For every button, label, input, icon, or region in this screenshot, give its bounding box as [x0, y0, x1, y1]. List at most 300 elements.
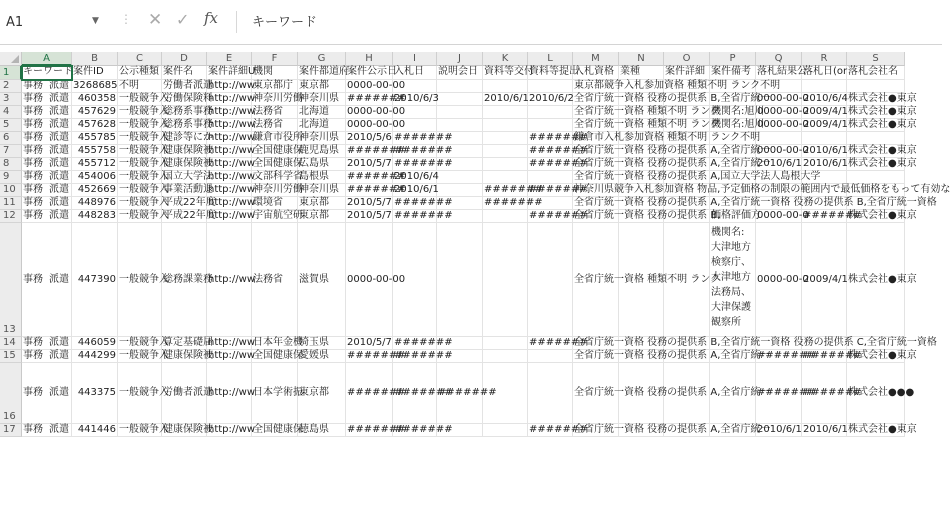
cell-i14[interactable]: ####### [394, 337, 453, 348]
cell-i13[interactable] [393, 223, 437, 337]
cell-f3[interactable]: 神奈川労働 [253, 93, 303, 104]
cell-l13[interactable] [528, 223, 573, 337]
cell-d16[interactable]: 労働者派遣 [162, 363, 207, 424]
cell-m6[interactable]: 鎌倉市入札参加資格 種類不明 ランク不明 [574, 132, 761, 143]
cell-j9[interactable] [437, 171, 483, 184]
cell-j16[interactable]: ####### [437, 363, 483, 424]
cell-k9[interactable] [483, 171, 528, 184]
row-header-13[interactable]: 13 [0, 223, 22, 337]
cell-c4[interactable]: 一般競争入 [119, 106, 169, 117]
row-header-1[interactable]: 1 [0, 66, 22, 80]
cell-l15[interactable] [528, 350, 573, 363]
cell-c10[interactable]: 一般競争入 [119, 184, 169, 195]
cell-h1[interactable]: 案件公示日 [346, 66, 393, 80]
cell-q7[interactable]: 0000-00-0 [757, 145, 809, 156]
cell-q16[interactable]: ####### [756, 363, 802, 424]
cell-e10[interactable]: http://ww [208, 184, 255, 195]
cell-g7[interactable]: 鹿児島県 [298, 145, 346, 158]
cell-s1[interactable]: 落札会社名 [847, 66, 905, 80]
cell-a9[interactable] [22, 171, 72, 184]
cell-s7[interactable]: 株式会社●東京 [848, 145, 917, 156]
cell-a5[interactable] [22, 119, 72, 132]
cell-s16[interactable]: 株式会社●●● [847, 363, 905, 424]
cell-l14[interactable]: ####### [529, 337, 588, 348]
cell-b9[interactable]: 454006 [72, 171, 118, 184]
cell-k11[interactable]: ####### [484, 197, 543, 208]
cell-s17[interactable]: 株式会社●東京 [848, 424, 917, 435]
cell-q4[interactable]: 0000-00-0 [757, 106, 809, 117]
cell-k2[interactable] [483, 80, 528, 93]
cell-i17[interactable]: ####### [394, 424, 453, 435]
column-header-q[interactable]: Q [756, 52, 802, 66]
cell-r15[interactable]: ####### [803, 350, 862, 361]
cell-i6[interactable]: ####### [394, 132, 453, 143]
cell-a12[interactable] [22, 210, 72, 223]
column-header-d[interactable]: D [162, 52, 207, 66]
cell-j13[interactable] [437, 223, 483, 337]
cell-s8[interactable]: 株式会社●東京 [848, 158, 917, 169]
cell-a16[interactable] [22, 363, 72, 424]
cell-j6[interactable] [437, 132, 483, 145]
cell-f2[interactable]: 東京都庁 [252, 80, 298, 93]
column-header-i[interactable]: I [393, 52, 437, 66]
cell-s3[interactable]: 株式会社●東京 [848, 93, 917, 104]
cell-b3[interactable]: 460358 [72, 93, 118, 106]
cell-g17[interactable]: 徳島県 [298, 424, 346, 437]
cell-h3[interactable]: ####### [347, 93, 406, 104]
cell-k4[interactable] [483, 106, 528, 119]
cell-j11[interactable] [437, 197, 483, 210]
cell-j10[interactable] [437, 184, 483, 197]
cell-j7[interactable] [437, 145, 483, 158]
cell-g15[interactable]: 愛媛県 [298, 350, 346, 363]
column-header-n[interactable]: N [619, 52, 664, 66]
cell-g2[interactable]: 東京都 [298, 80, 346, 93]
cell-i5[interactable] [393, 119, 437, 132]
cell-m15[interactable]: 全省庁統一資格 役務の提供系 A,全省庁統一 [574, 350, 771, 361]
column-header-f[interactable]: F [252, 52, 298, 66]
row-header-12[interactable]: 12 [0, 210, 22, 223]
column-header-o[interactable]: O [664, 52, 710, 66]
cell-l9[interactable] [528, 171, 573, 184]
cell-p12[interactable]: 価格評価方 [711, 210, 761, 221]
cell-l1[interactable]: 資料等提出 [528, 66, 573, 80]
cell-c8[interactable]: 一般競争入 [119, 158, 169, 169]
cell-f15[interactable]: 全国健康保 [253, 350, 303, 361]
cell-e13[interactable]: http://ww [207, 223, 252, 337]
cell-m4[interactable]: 全省庁統一資格 種類不明 ランク [574, 106, 721, 117]
cell-e17[interactable]: http://ww [208, 424, 255, 435]
cell-d7[interactable]: 健康保険被 [163, 145, 213, 156]
cell-l3[interactable]: 2010/6/2 [529, 93, 574, 104]
cell-c2[interactable]: 不明 [118, 80, 162, 93]
cell-r17[interactable]: 2010/6/1 [803, 424, 848, 435]
column-header-a[interactable]: A [22, 52, 72, 66]
cell-h9[interactable]: ####### [347, 171, 406, 182]
cell-f4[interactable]: 法務省 [252, 106, 298, 119]
cell-d12[interactable]: 平成22年度 [163, 210, 216, 221]
cell-g4[interactable]: 北海道 [298, 106, 346, 119]
cell-q15[interactable]: ####### [757, 350, 816, 361]
cell-f12[interactable]: 宇宙航空研 [253, 210, 303, 221]
cell-e1[interactable]: 案件詳細U [207, 66, 252, 80]
cell-i1[interactable]: 入札日 [393, 66, 437, 80]
cell-h17[interactable]: ####### [347, 424, 406, 435]
cell-d8[interactable]: 健康保険被 [163, 158, 213, 169]
cell-d15[interactable]: 健康保険被 [163, 350, 213, 361]
cell-r5[interactable]: 2009/4/1 [803, 119, 848, 130]
cell-l12[interactable]: ####### [529, 210, 588, 221]
cell-i4[interactable] [393, 106, 437, 119]
cell-b15[interactable]: 444299 [72, 350, 118, 363]
cell-q12[interactable]: 0000-00-0 [757, 210, 809, 221]
cell-e5[interactable]: http://ww [208, 119, 255, 130]
cell-p5[interactable]: 機関名:旭川 [711, 119, 765, 130]
cell-m16[interactable]: 全省庁統一資格 役務の提供系 A,全省庁統一 [573, 363, 619, 424]
cell-j8[interactable] [437, 158, 483, 171]
cell-q8[interactable]: 2010/6/1 [757, 158, 802, 169]
cell-i10[interactable]: 2010/6/1 [394, 184, 439, 195]
cell-c3[interactable]: 一般競争入 [119, 93, 169, 104]
row-header-14[interactable]: 14 [0, 337, 22, 350]
cell-r6[interactable] [802, 132, 847, 145]
cell-f7[interactable]: 全国健康保 [253, 145, 303, 156]
cell-e8[interactable]: http://ww [208, 158, 255, 169]
more-options-icon[interactable]: ⋮ [120, 12, 132, 26]
cell-s13[interactable]: 株式会社●東京 [847, 223, 905, 337]
cell-h14[interactable]: 2010/5/7 [347, 337, 392, 348]
cell-j17[interactable] [437, 424, 483, 437]
cell-k5[interactable] [483, 119, 528, 132]
cell-g16[interactable]: 東京都 [298, 363, 346, 424]
cell-p13[interactable]: 機関名:大津地方検察庁、大津地方法務局、大津保護観察所 [710, 223, 756, 337]
cell-q1[interactable]: 落札結果公 [756, 66, 802, 80]
cell-g8[interactable]: 広島県 [298, 158, 346, 171]
cell-q5[interactable]: 0000-00-0 [757, 119, 809, 130]
cell-j5[interactable] [437, 119, 483, 132]
cell-p1[interactable]: 案件備考 [710, 66, 756, 80]
row-header-9[interactable]: 9 [0, 171, 22, 184]
cell-j4[interactable] [437, 106, 483, 119]
cell-l10[interactable]: ####### [529, 184, 588, 195]
cell-b7[interactable]: 455758 [72, 145, 118, 158]
cell-k16[interactable] [483, 363, 528, 424]
cell-d6[interactable]: 健診等にか [163, 132, 213, 143]
cell-e7[interactable]: http://ww [208, 145, 255, 156]
cell-i9[interactable]: 2010/6/4 [394, 171, 439, 182]
cell-j14[interactable] [437, 337, 483, 350]
cell-d3[interactable]: 労働保険料 [163, 93, 213, 104]
cell-f16[interactable]: 日本学術振 [252, 363, 298, 424]
cell-h6[interactable]: 2010/5/6 [347, 132, 392, 143]
cell-b10[interactable]: 452669 [72, 184, 118, 197]
row-header-10[interactable]: 10 [0, 184, 22, 197]
cell-l6[interactable]: ####### [529, 132, 588, 143]
cell-a15[interactable] [22, 350, 72, 363]
cell-n1[interactable]: 業種 [619, 66, 664, 80]
cell-m8[interactable]: 全省庁統一資格 役務の提供系 A,全省庁統一 [574, 158, 771, 169]
cell-g12[interactable]: 東京都 [298, 210, 346, 223]
column-header-s[interactable]: S [847, 52, 905, 66]
cell-d9[interactable]: 国立大学法 [163, 171, 213, 182]
cell-j3[interactable] [437, 93, 483, 106]
cell-m9[interactable]: 全省庁統一資格 役務の提供系 A,国立大学法人島根大学 [574, 171, 821, 182]
formula-input[interactable]: キーワード [252, 15, 318, 30]
cell-l2[interactable] [528, 80, 573, 93]
cell-m14[interactable]: 全省庁統一資格 役務の提供系 B,全省庁統一資格 役務の提供系 C,全省庁統一資格 [574, 337, 937, 348]
cell-s12[interactable]: 株式会社●東京 [848, 210, 917, 221]
cell-f5[interactable]: 法務省 [252, 119, 298, 132]
cell-b14[interactable]: 446059 [72, 337, 118, 350]
cell-m10[interactable]: 神奈川県競争入札参加資格 物品,予定価格の制限の範囲内で最低価格をもって有効な [574, 184, 950, 195]
cell-c1[interactable]: 公示種類 [118, 66, 162, 80]
cell-j1[interactable]: 説明会日 [437, 66, 483, 80]
cell-s9[interactable] [847, 171, 905, 184]
cell-m13[interactable]: 全省庁統一資格 種類不明 ランク [573, 223, 619, 337]
cell-d5[interactable]: 総務系事務 [163, 119, 213, 130]
cell-k15[interactable] [483, 350, 528, 363]
cell-a6[interactable] [22, 132, 72, 145]
cell-a2[interactable] [22, 80, 72, 93]
cell-b12[interactable]: 448283 [72, 210, 118, 223]
cell-l5[interactable] [528, 119, 573, 132]
insert-function-icon[interactable]: fx [204, 9, 219, 27]
cell-h12[interactable]: 2010/5/7 [347, 210, 392, 221]
row-header-11[interactable]: 11 [0, 197, 22, 210]
cell-c12[interactable]: 一般競争入 [119, 210, 169, 221]
cell-k12[interactable] [483, 210, 528, 223]
row-header-2[interactable]: 2 [0, 80, 22, 93]
cell-f6[interactable]: 鎌倉市役所 [253, 132, 303, 143]
cell-c14[interactable]: 一般競争入 [119, 337, 169, 348]
cell-k17[interactable] [483, 424, 528, 437]
cell-e11[interactable]: http://ww [208, 197, 255, 208]
cell-r16[interactable]: ####### [802, 363, 847, 424]
cell-r3[interactable]: 2010/6/4 [803, 93, 848, 104]
cell-c6[interactable]: 一般競争入 [119, 132, 169, 143]
row-header-15[interactable]: 15 [0, 350, 22, 363]
cell-g6[interactable]: 神奈川県 [298, 132, 346, 145]
cell-e14[interactable]: http://ww [208, 337, 255, 348]
cell-b1[interactable]: 案件ID [72, 66, 118, 80]
cell-c5[interactable]: 一般競争入 [119, 119, 169, 130]
cell-i16[interactable]: ####### [393, 363, 437, 424]
cell-a13[interactable] [22, 223, 72, 337]
cell-q17[interactable]: 2010/6/1 [757, 424, 802, 435]
cell-j2[interactable] [437, 80, 483, 93]
cell-r2[interactable] [802, 80, 847, 93]
cell-q6[interactable] [756, 132, 802, 145]
column-header-m[interactable]: M [573, 52, 619, 66]
cell-a10[interactable] [22, 184, 72, 197]
cell-a3[interactable] [22, 93, 72, 106]
cell-m2[interactable]: 東京都競争入札参加資格 種類不明 ランク不明 [574, 80, 781, 91]
cell-p4[interactable]: 機関名:旭川 [711, 106, 765, 117]
cell-i12[interactable]: ####### [394, 210, 453, 221]
cell-e4[interactable]: http://ww [208, 106, 255, 117]
cell-k1[interactable]: 資料等交付 [483, 66, 528, 80]
cell-d2[interactable]: 労働者派遣 [163, 80, 213, 91]
cell-c15[interactable]: 一般競争入 [119, 350, 169, 361]
cell-d14[interactable]: 算定基礎届 [163, 337, 213, 348]
cell-c16[interactable]: 一般競争入 [118, 363, 162, 424]
cell-b17[interactable]: 441446 [72, 424, 118, 437]
cell-m3[interactable]: 全省庁統一資格 役務の提供系 B,全省庁統一 [574, 93, 771, 104]
column-header-e[interactable]: E [207, 52, 252, 66]
column-header-g[interactable]: G [298, 52, 346, 66]
cell-k8[interactable] [483, 158, 528, 171]
cell-s6[interactable] [847, 132, 905, 145]
cell-k6[interactable] [483, 132, 528, 145]
cell-b8[interactable]: 455712 [72, 158, 118, 171]
cancel-icon[interactable]: ✕ [148, 10, 163, 30]
cell-c7[interactable]: 一般競争入 [119, 145, 169, 156]
cell-f17[interactable]: 全国健康保 [253, 424, 303, 435]
column-header-h[interactable]: H [346, 52, 393, 66]
cell-g14[interactable]: 埼玉県 [298, 337, 346, 350]
cell-f9[interactable]: 文部科学省 [253, 171, 303, 182]
row-header-16[interactable]: 16 [0, 363, 22, 424]
cell-i11[interactable]: ####### [394, 197, 453, 208]
cell-c13[interactable]: 一般競争入 [118, 223, 162, 337]
cell-b4[interactable]: 457629 [72, 106, 118, 119]
cell-h2[interactable]: 0000-00-00 [347, 80, 406, 91]
name-box[interactable]: A1 [6, 15, 24, 30]
row-header-8[interactable]: 8 [0, 158, 22, 171]
column-header-b[interactable]: B [72, 52, 118, 66]
cell-a14[interactable] [22, 337, 72, 350]
cell-a4[interactable] [22, 106, 72, 119]
enter-icon[interactable]: ✓ [176, 10, 190, 29]
cell-b5[interactable]: 457628 [72, 119, 118, 132]
cell-k7[interactable] [483, 145, 528, 158]
cell-h4[interactable]: 0000-00-00 [347, 106, 406, 117]
cell-d4[interactable]: 総務系事務 [163, 106, 213, 117]
cell-h15[interactable]: ####### [347, 350, 406, 361]
cell-e16[interactable]: http://ww [207, 363, 252, 424]
cell-m5[interactable]: 全省庁統一資格 種類不明 ランク [574, 119, 721, 130]
cell-k3[interactable]: 2010/6/1 [484, 93, 529, 104]
row-header-3[interactable]: 3 [0, 93, 22, 106]
cell-m1[interactable]: 入札資格 [573, 66, 619, 80]
cell-a11[interactable] [22, 197, 72, 210]
cell-b11[interactable]: 448976 [72, 197, 118, 210]
cell-g3[interactable]: 神奈川県 [298, 93, 346, 106]
cell-i7[interactable]: ####### [394, 145, 453, 156]
cell-d1[interactable]: 案件名 [162, 66, 207, 80]
cell-m17[interactable]: 全省庁統一資格 役務の提供系 A,全省庁統一 [574, 424, 771, 435]
cell-b16[interactable]: 443375 [72, 363, 118, 424]
cell-b2[interactable]: 3268685 [73, 80, 118, 91]
row-header-6[interactable]: 6 [0, 132, 22, 145]
cell-h13[interactable]: 0000-00-00 [346, 223, 393, 337]
row-header-7[interactable]: 7 [0, 145, 22, 158]
cell-g11[interactable]: 東京都 [298, 197, 346, 210]
cell-j15[interactable] [437, 350, 483, 363]
cell-l16[interactable] [528, 363, 573, 424]
cell-g1[interactable]: 案件都道府 [298, 66, 346, 80]
row-header-5[interactable]: 5 [0, 119, 22, 132]
cell-l4[interactable] [528, 106, 573, 119]
cell-o1[interactable]: 案件詳細 [664, 66, 710, 80]
cell-i15[interactable]: ####### [394, 350, 453, 361]
cell-a1[interactable]: キーワード [22, 66, 72, 80]
cell-e9[interactable]: http://ww [208, 171, 255, 182]
cell-k10[interactable]: ####### [484, 184, 543, 195]
column-header-l[interactable]: L [528, 52, 573, 66]
cell-e6[interactable]: http://ww [208, 132, 255, 143]
column-header-k[interactable]: K [483, 52, 528, 66]
cell-g5[interactable]: 北海道 [298, 119, 346, 132]
cell-i2[interactable] [393, 80, 437, 93]
cell-s15[interactable]: 株式会社●東京 [848, 350, 917, 361]
cell-s5[interactable]: 株式会社●東京 [848, 119, 917, 130]
cell-l11[interactable] [528, 197, 573, 210]
cell-q3[interactable]: 0000-00-0 [757, 93, 809, 104]
column-header-p[interactable]: P [710, 52, 756, 66]
column-header-j[interactable]: J [437, 52, 483, 66]
cell-f1[interactable]: 機関 [252, 66, 298, 80]
cell-r1[interactable]: 落札日(or [802, 66, 847, 80]
column-header-c[interactable]: C [118, 52, 162, 66]
cell-d10[interactable]: 事業活動退 [163, 184, 213, 195]
cell-s2[interactable] [847, 80, 905, 93]
cell-d17[interactable]: 健康保険被 [163, 424, 213, 435]
cell-q13[interactable]: 0000-00-0 [756, 223, 802, 337]
cell-d11[interactable]: 平成22年度 [163, 197, 216, 208]
cell-l7[interactable]: ####### [529, 145, 588, 156]
cell-h16[interactable]: ####### [346, 363, 393, 424]
cell-e3[interactable]: http://ww [208, 93, 255, 104]
cell-a17[interactable] [22, 424, 72, 437]
cell-f11[interactable]: 環境省 [252, 197, 298, 210]
cell-j12[interactable] [437, 210, 483, 223]
cell-h7[interactable]: ####### [347, 145, 406, 156]
cell-i3[interactable]: 2010/6/3 [394, 93, 439, 104]
cell-g13[interactable]: 滋賀県 [298, 223, 346, 337]
cell-c11[interactable]: 一般競争入 [119, 197, 169, 208]
cell-c17[interactable]: 一般競争入 [119, 424, 169, 435]
cell-l17[interactable]: ####### [529, 424, 588, 435]
cell-f8[interactable]: 全国健康保 [253, 158, 303, 169]
cell-e12[interactable]: http://ww [208, 210, 255, 221]
cell-l8[interactable]: ####### [529, 158, 588, 169]
cell-r12[interactable]: ####### [803, 210, 862, 221]
cell-d13[interactable]: 総務課業務 [162, 223, 207, 337]
cell-f13[interactable]: 法務省 [252, 223, 298, 337]
cell-h10[interactable]: ####### [347, 184, 406, 195]
cell-h8[interactable]: 2010/5/7 [347, 158, 392, 169]
cell-g10[interactable]: 神奈川県 [298, 184, 346, 197]
cell-f10[interactable]: 神奈川労働 [253, 184, 303, 195]
cell-r7[interactable]: 2010/6/1 [803, 145, 848, 156]
cell-m7[interactable]: 全省庁統一資格 役務の提供系 A,全省庁統一 [574, 145, 771, 156]
cell-r8[interactable]: 2010/6/1 [803, 158, 848, 169]
column-header-r[interactable]: R [802, 52, 847, 66]
cell-r13[interactable]: 2009/4/1 [802, 223, 847, 337]
select-all-corner[interactable] [0, 52, 22, 66]
cell-b6[interactable]: 455785 [72, 132, 118, 145]
cell-s4[interactable]: 株式会社●東京 [848, 106, 917, 117]
cell-r4[interactable]: 2009/4/1 [803, 106, 848, 117]
cell-e2[interactable]: http://ww [208, 80, 255, 91]
cell-m11[interactable]: 全省庁統一資格 役務の提供系 A,全省庁統一資格 役務の提供系 B,全省庁統一資格 [574, 197, 937, 208]
cell-h11[interactable]: 2010/5/7 [347, 197, 392, 208]
cell-f14[interactable]: 日本年金機 [253, 337, 303, 348]
cell-a8[interactable] [22, 158, 72, 171]
cell-k14[interactable] [483, 337, 528, 350]
cell-i8[interactable]: ####### [394, 158, 453, 169]
